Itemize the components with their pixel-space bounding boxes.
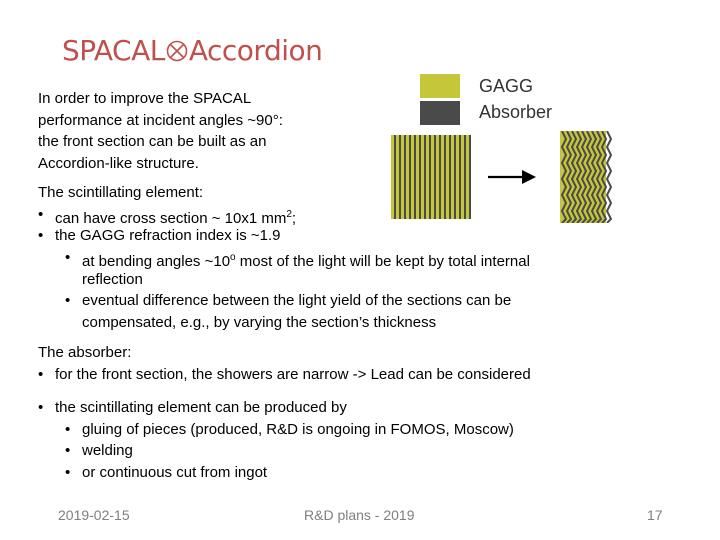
footer-date: 2019-02-15 bbox=[58, 507, 130, 523]
list-item: • at bending angles ~10$^o$ most of the light will be kept by total internal bbox=[65, 249, 530, 270]
list-item: • the scintillating element can be produced by bbox=[38, 399, 347, 416]
intro-line-2: performance at incident angles ~90°: bbox=[38, 111, 283, 129]
list-item: • can have cross section ~ 10x1 $mm^2$; bbox=[38, 205, 297, 227]
list-item: • for the front section, the showers are narrow -> Lead can be considered bbox=[38, 365, 531, 383]
intro-line-4: Accordion-like structure. bbox=[38, 154, 199, 172]
accordion-layers-diagram bbox=[558, 131, 612, 223]
intro-line-3: the front section can be built as an bbox=[38, 133, 267, 150]
accordion-absorber-layer bbox=[607, 131, 611, 223]
scintillating-heading: The scintillating element: bbox=[38, 184, 204, 201]
list-item: • the GAGG refraction index is ~1.9 bbox=[38, 227, 281, 244]
list-item: • welding bbox=[65, 442, 133, 459]
absorber-heading: The absorber: bbox=[38, 344, 132, 361]
list-item-continuation: compensated, e.g., by varying the section’s thickness bbox=[82, 313, 437, 331]
absorber-swatch bbox=[420, 101, 460, 125]
list-item-continuation: reflection bbox=[82, 270, 143, 288]
right-arrow-icon bbox=[486, 166, 538, 188]
intro-line-1: In order to improve the SPACAL bbox=[38, 90, 252, 107]
slide-title bbox=[62, 34, 322, 67]
list-item: • gluing of pieces (produced, R&D is ongoing in FOMOS, Moscow) bbox=[65, 420, 514, 438]
circled-times-icon bbox=[166, 36, 188, 58]
page-number: 17 bbox=[647, 507, 663, 523]
footer-center: R&D plans - 2019 bbox=[304, 507, 415, 523]
title-accordion: Accordion bbox=[188, 34, 323, 67]
gagg-swatch bbox=[420, 74, 460, 98]
list-item: • eventual difference between the light yield of the sections can be bbox=[65, 292, 512, 309]
straight-layers-diagram bbox=[391, 135, 471, 219]
title-spacal: SPACAL bbox=[62, 34, 165, 67]
gagg-label: GAGG bbox=[479, 76, 534, 96]
absorber-label: Absorber bbox=[479, 102, 553, 122]
list-item: • or continuous cut from ingot bbox=[65, 463, 268, 481]
